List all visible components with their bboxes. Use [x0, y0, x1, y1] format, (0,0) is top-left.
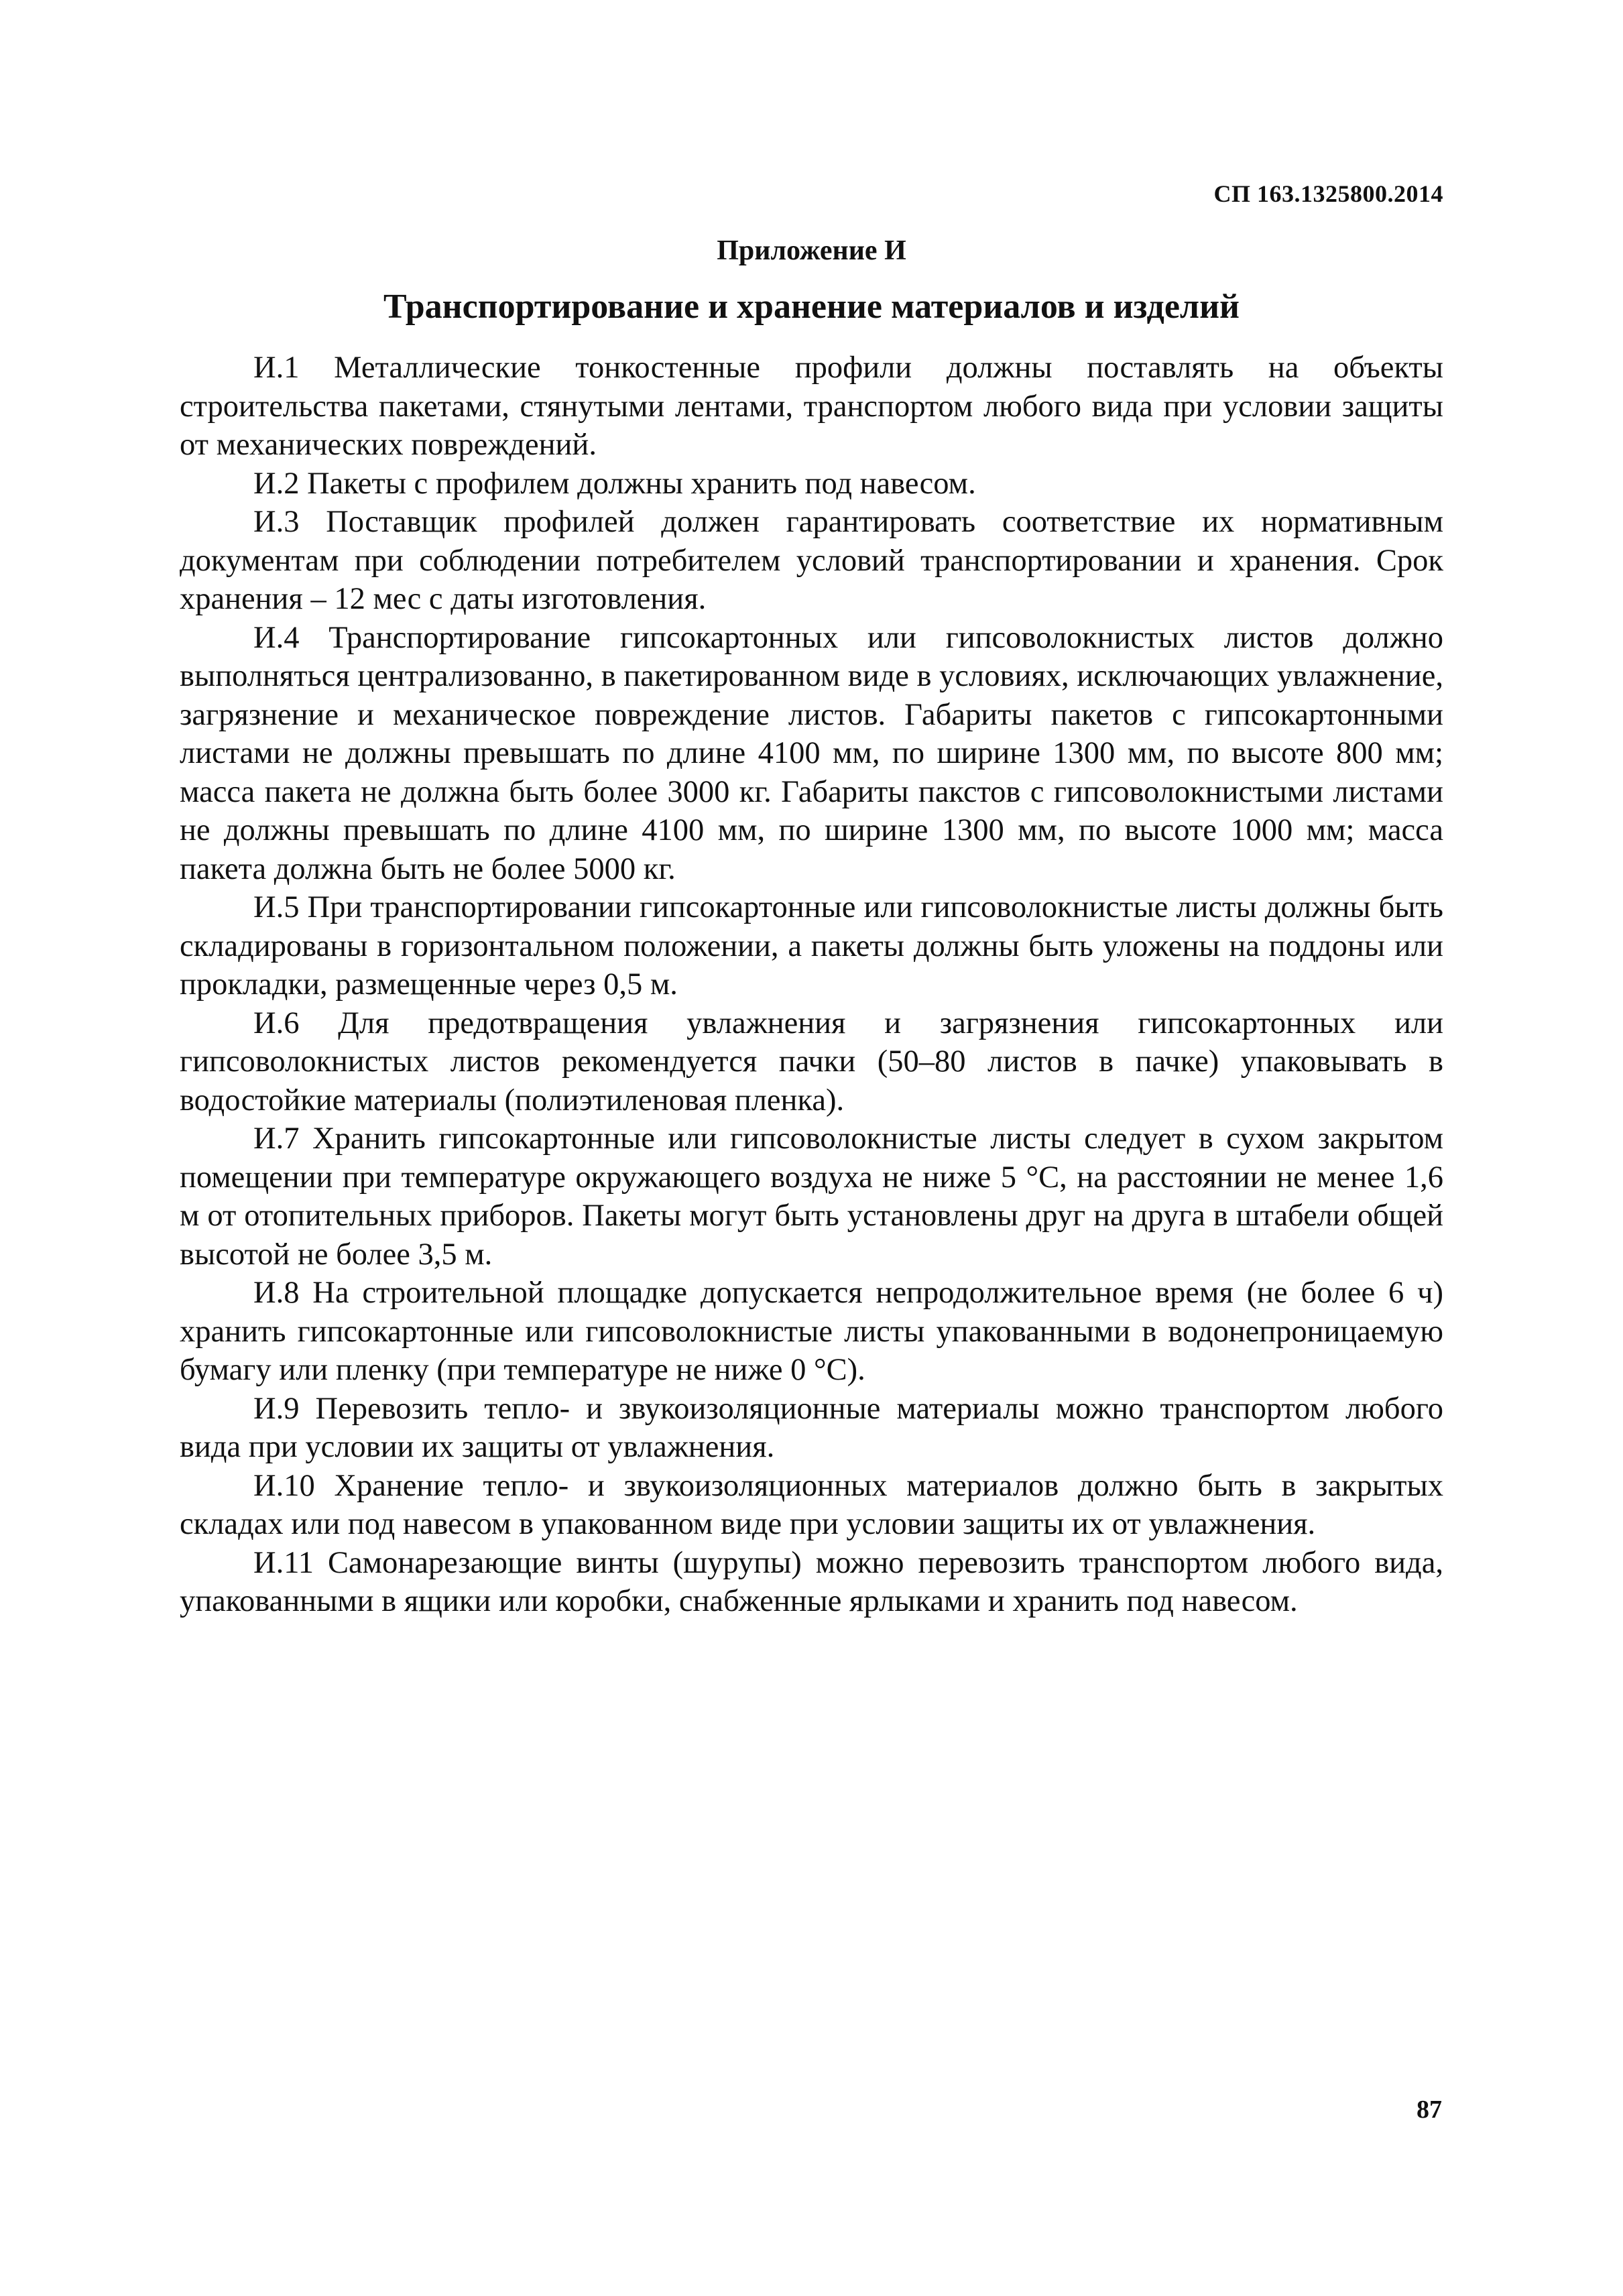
paragraph-i3: И.3 Поставщик профилей должен гарантировать соответствие их нормативным документам при соблюдении потребителем условий транспортировании и хранения. Срок хранения – 12 мес с даты изготовления.	[180, 505, 1443, 616]
paragraph-i4: И.4 Транспортирование гипсокартонных или гипсоволокнистых листов должно выполняться централизованно, в пакетированном виде в условиях, исключающих увлажнение, загрязнение и механическое повреждение листов. Габариты пакетов с гипсокартонными листами не должны превышать по длине 4100 мм, по ширине 1300 мм, по высоте 800 мм; масса пакета не должна быть более 3000 кг. Габариты пакстов с гипсоволокнистыми листами не должны превышать по длине 4100 мм, по ширине 1300 мм, по высоте 1000 мм; масса пакета должна быть не более 5000 кг.	[180, 620, 1443, 886]
document-code: СП 163.1325800.2014	[1213, 180, 1443, 207]
paragraph-i8: И.8 На строительной площадке допускается непродолжительное время (не более 6 ч) хранить гипсокартонные или гипсоволокнистые листы упакованными в водонепроницаемую бумагу или пленку (при температуре не ниже 0 °С).	[180, 1276, 1443, 1387]
body-text	[180, 349, 1443, 1621]
paragraph-i5: И.5 При транспортировании гипсокартонные или гипсоволокнистые листы должны быть складированы в горизонтальном положении, а пакеты должны быть уложены на поддоны или прокладки, размещенные через 0,5 м.	[180, 890, 1443, 1002]
paragraph-i1: И.1 Металлические тонкостенные профили должны поставлять на объекты строительства пакетами, стянутыми лентами, транспортом любого вида при условии защиты от механических повреждений.	[180, 351, 1443, 462]
paragraph-i11: И.11 Самонарезающие винты (шурупы) можно перевозить транспортом любого вида, упакованными в ящики или коробки, снабженные ярлыками и хранить под навесом.	[180, 1545, 1443, 1618]
paragraph-i10: И.10 Хранение тепло- и звукоизоляционных материалов должно быть в закрытых складах или под навесом в упакованном виде при условии защиты их от увлажнения.	[180, 1468, 1443, 1541]
appendix-label: Приложение И	[717, 235, 906, 266]
appendix-title: Транспортирование и хранение материалов и изделий	[383, 288, 1240, 326]
page-number: 87	[1417, 2096, 1442, 2124]
paragraph-i9: И.9 Перевозить тепло- и звукоизоляционные материалы можно транспортом любого вида при условии их защиты от увлажнения.	[180, 1391, 1443, 1464]
paragraph-i6: И.6 Для предотвращения увлажнения и загрязнения гипсокартонных или гипсоволокнистых листов рекомендуется пачки (50–80 листов в пачке) упаковывать в водостойкие материалы (полиэтиленовая пленка).	[180, 1006, 1443, 1117]
paragraph-i7: И.7 Хранить гипсокартонные или гипсоволокнистые листы следует в сухом закрытом помещении при температуре окружающего воздуха не ниже 5 °С, на расстоянии не менее 1,6 м от отопительных приборов. Пакеты могут быть установлены друг на друга в штабели общей высотой не более 3,5 м.	[180, 1122, 1443, 1272]
paragraph-i2: И.2 Пакеты с профилем должны хранить под навесом.	[253, 466, 976, 501]
